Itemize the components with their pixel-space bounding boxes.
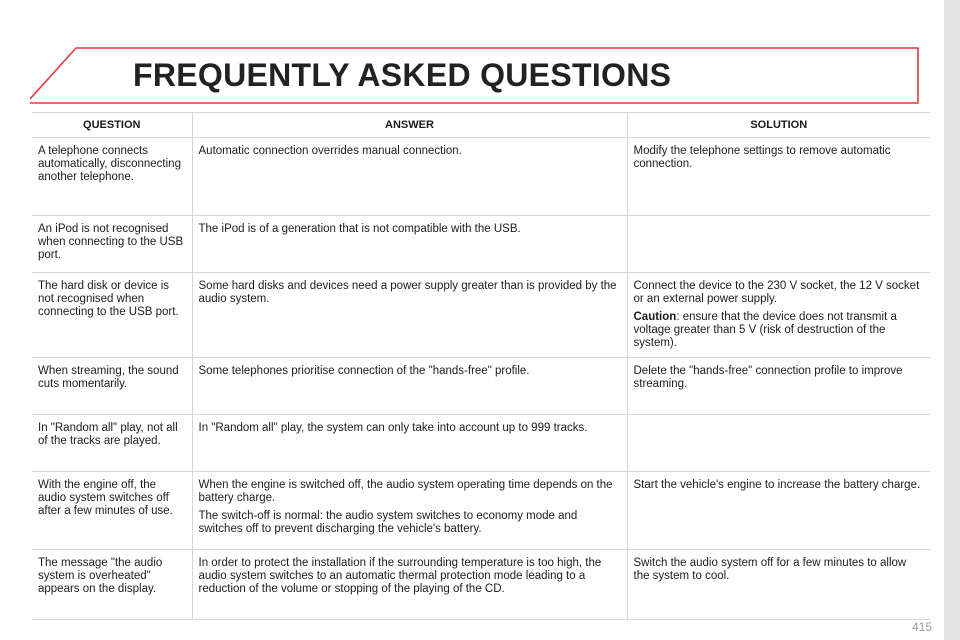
table-row: [32, 216, 930, 273]
answer-cell: [192, 550, 627, 620]
solution-text: Modify the telephone settings to remove automatic connection.: [633, 145, 891, 170]
answer-cell: [192, 273, 627, 358]
answer-text: The iPod is of a generation that is not compatible with the USB.: [198, 223, 521, 235]
header-question: QUESTION: [32, 113, 192, 138]
solution-text: Delete the "hands-free" connection profile to improve streaming.: [633, 365, 903, 390]
question-cell: In "Random all" play, not all of the tracks are played.: [32, 415, 192, 472]
answer-text: Some telephones prioritise connection of the "hands-free" profile.: [198, 365, 530, 377]
caution-text: : ensure that the device does not transmit a voltage greater than 5 V (risk of destruction of the system).: [633, 311, 897, 349]
answer-cell: [192, 358, 627, 415]
answer-text: The switch-off is normal: the audio system switches to economy mode and switches off to prevent discharging the vehicle's battery.: [198, 510, 578, 535]
solution-cell: [627, 273, 930, 358]
table-header-row: [32, 113, 930, 138]
answer-text: Some hard disks and devices need a power supply greater than is provided by the audio system.: [198, 280, 617, 305]
solution-text: Start the vehicle's engine to increase the battery charge.: [633, 479, 921, 491]
solution-cell: [627, 472, 930, 550]
question-cell: With the engine off, the audio system switches off after a few minutes of use.: [32, 472, 192, 550]
answer-cell: [192, 415, 627, 472]
answer-cell: [192, 472, 627, 550]
table-row: [32, 138, 930, 216]
answer-text: In "Random all" play, the system can only take into account up to 999 tracks.: [198, 422, 588, 434]
faq-table: [32, 112, 930, 620]
question-cell: When streaming, the sound cuts momentarily.: [32, 358, 192, 415]
margin-strip: [944, 0, 960, 640]
solution-cell: [627, 216, 930, 273]
question-cell: An iPod is not recognised when connecting to the USB port.: [32, 216, 192, 273]
solution-cell: [627, 138, 930, 216]
table-row: [32, 550, 930, 620]
question-cell: The message "the audio system is overheated" appears on the display.: [32, 550, 192, 620]
answer-text: When the engine is switched off, the audio system operating time depends on the battery charge.: [198, 479, 613, 504]
answer-text: Automatic connection overrides manual connection.: [198, 145, 462, 157]
answer-cell: [192, 138, 627, 216]
table-row: [32, 415, 930, 472]
table-row: [32, 273, 930, 358]
question-cell: A telephone connects automatically, disconnecting another telephone.: [32, 138, 192, 216]
solution-text: Switch the audio system off for a few minutes to allow the system to cool.: [633, 557, 907, 582]
question-cell: The hard disk or device is not recognised when connecting to the USB port.: [32, 273, 192, 358]
solution-cell: [627, 550, 930, 620]
answer-cell: [192, 216, 627, 273]
table-row: [32, 472, 930, 550]
solution-text: Connect the device to the 230 V socket, the 12 V socket or an external power supply.: [633, 280, 920, 305]
table-row: [32, 358, 930, 415]
caution-label: Caution: [633, 311, 677, 323]
page-number: 415: [911, 620, 932, 634]
caution-note: [634, 311, 925, 350]
header-solution: SOLUTION: [627, 113, 930, 138]
solution-cell: [627, 415, 930, 472]
page-title: FREQUENTLY ASKED QUESTIONS: [133, 57, 672, 93]
answer-text: In order to protect the installation if the surrounding temperature is too high, the audio system switches to an automatic thermal protection mode leading to a reduction of the volume or stopping of the playing of the CD.: [198, 557, 602, 595]
header-answer: ANSWER: [192, 113, 627, 138]
solution-cell: [627, 358, 930, 415]
